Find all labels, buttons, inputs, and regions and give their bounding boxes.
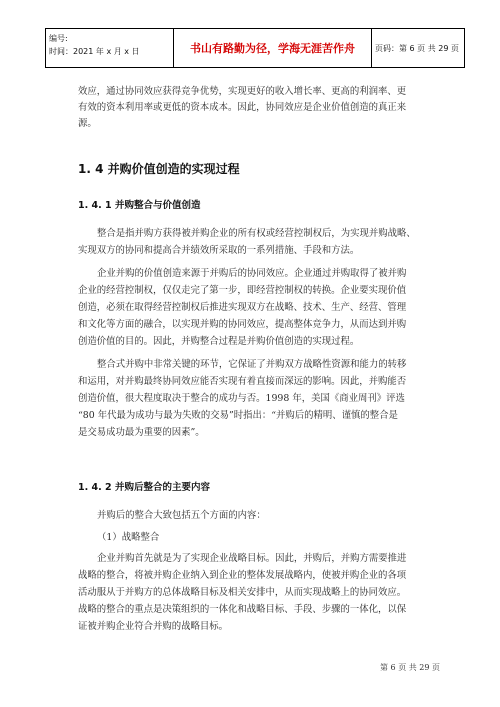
subsection-title-1: 1. 4. 1 并购整合与价值创造 — [78, 200, 201, 211]
body-line: 源。 — [78, 118, 97, 129]
body-line: 企业的经营控制权，仅仅走完了第一步，即经营控制权的转换。企业要实现价值 — [78, 285, 407, 296]
body-line: 创造，必须在取得经营控制权后推进实现双方在战略、技术、生产、经营、管理 — [78, 302, 407, 313]
body-line: 实现双方的协同和提高合并绩效所采取的一系列措施、手段和方法。 — [78, 245, 360, 256]
header-page-info: 页码：第 6 页 共 29 页 — [375, 43, 459, 53]
list-item-label: （1）战略整合 — [97, 532, 160, 543]
body-line: 战略的整合，将被并购企业纳入到企业的整体发展战略内，使被并购企业的各项 — [78, 570, 407, 581]
body-line: “80 年代最为成功与最为失败的交易”时指出：“并购后的精明、谨慎的整合是 — [78, 410, 398, 421]
body-line: 是交易成功最为重要的因素”。 — [78, 427, 205, 438]
page-footer: 第 6 页 共 29 页 — [380, 663, 440, 672]
section-title: 1. 4 并购价值创造的实现过程 — [78, 162, 240, 176]
body-line: 创造价值的目的。因此，并购整合过程是并购价值创造的实现过程。 — [78, 336, 360, 347]
doc-number-label: 编号: — [49, 34, 68, 43]
subsection-title-2: 1. 4. 2 并购后整合的主要内容 — [78, 482, 210, 493]
body-line: 效应，通过协同效应获得竞争优势，实现更好的收入增长率、更高的利润率、更 — [78, 86, 407, 97]
body-line: 活动服从于并购方的总体战略目标及相关安排中，从而实现战略上的协同效应。 — [78, 587, 407, 598]
time-label: 时间：2021 年 x 月 x 日 — [49, 47, 140, 56]
body-line: 整合是指并购方获得被并购企业的所有权或经营控制权后，为实现并购战略、 — [97, 228, 416, 239]
header-meta — [46, 29, 174, 67]
body-line: 和运用，对并购最终协同效应能否实现有着直接而深远的影响。因此，并购能否 — [78, 376, 407, 387]
body-line: 并购后的整合大致包括五个方面的内容： — [97, 510, 266, 521]
page-header — [45, 28, 465, 68]
body-line: 战略的整合的重点是决策组织的一体化和战略目标、手段、步骤的一体化，以保 — [78, 604, 407, 615]
body-line: 证被并购企业符合并购的战略目标。 — [78, 621, 229, 632]
body-line: 有效的资本利用率或更低的资本成本。因此，协同效应是企业价值创造的真正来 — [78, 102, 407, 113]
body-line: 企业并购首先就是为了实现企业战略目标。因此，并购后，并购方需要推进 — [97, 553, 407, 564]
header-motto: 书山有路勤为径，学海无涯苦作舟 — [174, 29, 372, 67]
body-line: 和文化等方面的融合，以实现并购的协同效应，提高整体竞争力，从而达到并购 — [78, 319, 407, 330]
body-line: 创造价值，很大程度取决于整合的成功与否。1998 年，美国《商业周刊》评选 — [78, 393, 405, 404]
body-line: 企业并购的价值创造来源于并购后的协同效应。企业通过并购取得了被并购 — [97, 268, 407, 279]
body-line: 整合式并购中非常关键的环节，它保证了并购双方战略性资源和能力的转移 — [97, 359, 407, 370]
